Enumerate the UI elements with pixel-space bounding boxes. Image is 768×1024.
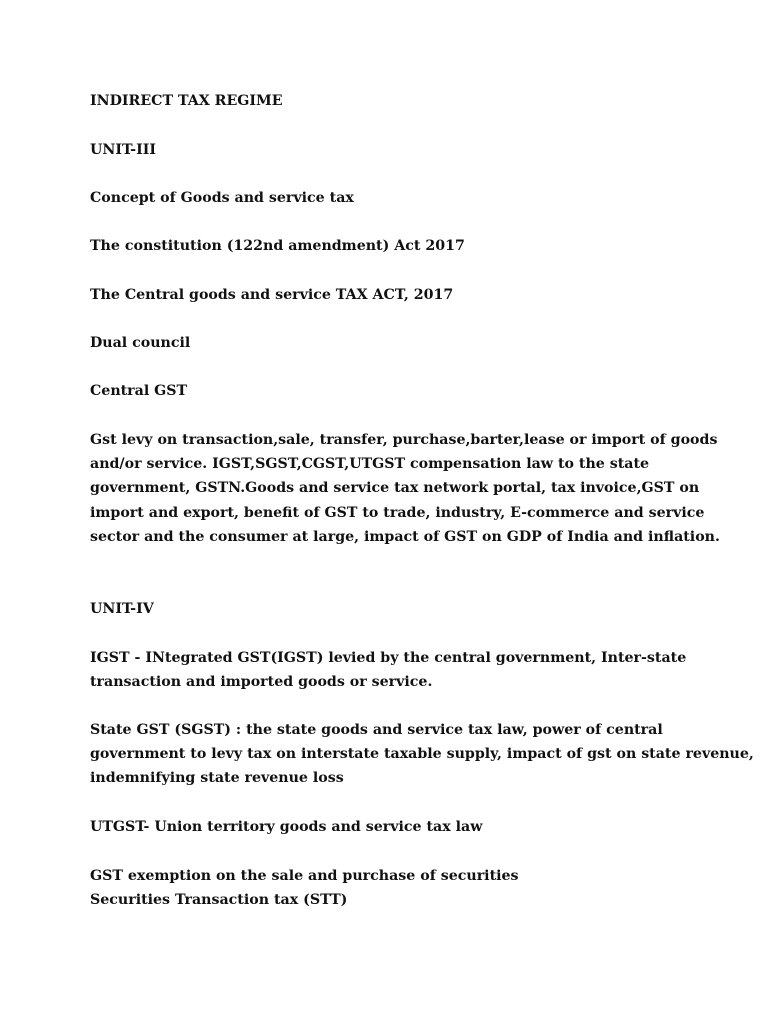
gst-exemption-line: GST exemption on the sale and purchase of securities — [90, 868, 519, 884]
paragraph-line: government, GSTN.Goods and service tax network portal, tax invoice,GST on — [90, 480, 700, 497]
central-gst-line: Central GST — [90, 383, 188, 399]
paragraph-line: and/or service. IGST,SGST,CGST,UTGST compensation law to the state — [90, 456, 650, 473]
constitution-amendment-line: The constitution (122nd amendment) Act 2017 — [90, 238, 465, 254]
unit-iv-heading: UNIT-IV — [90, 601, 154, 617]
paragraph-line: IGST - INtegrated GST(IGST) levied by the central government, Inter-state — [90, 650, 687, 666]
paragraph-line: sector and the consumer at large, impact of GST on GDP of India and inflation. — [90, 528, 720, 545]
paragraph-line: Gst levy on transaction,sale, transfer, purchase,barter,lease or import of goods — [90, 432, 718, 448]
gst-levy-paragraph — [90, 428, 720, 549]
paragraph-line: government to levy tax on interstate taxable supply, impact of gst on state revenue, — [90, 746, 754, 763]
paragraph-line: State GST (SGST) : the state goods and service tax law, power of central — [90, 722, 663, 738]
unit-iii-heading: UNIT-III — [90, 142, 156, 158]
utgst-line: UTGST- Union territory goods and service tax law — [90, 819, 483, 835]
document-title: INDIRECT TAX REGIME — [90, 93, 283, 109]
stt-line: Securities Transaction tax (STT) — [90, 892, 348, 908]
paragraph-line: transaction and imported goods or service. — [90, 674, 433, 691]
concept-gst-line: Concept of Goods and service tax — [90, 190, 354, 206]
paragraph-line: import and export, benefit of GST to trade, industry, E-commerce and service — [90, 504, 705, 521]
paragraph-line: indemnifying state revenue loss — [90, 770, 344, 787]
igst-paragraph — [90, 646, 690, 694]
cgst-act-line: The Central goods and service TAX ACT, 2017 — [90, 287, 454, 303]
dual-council-line: Dual council — [90, 335, 191, 351]
sgst-paragraph — [90, 718, 754, 791]
